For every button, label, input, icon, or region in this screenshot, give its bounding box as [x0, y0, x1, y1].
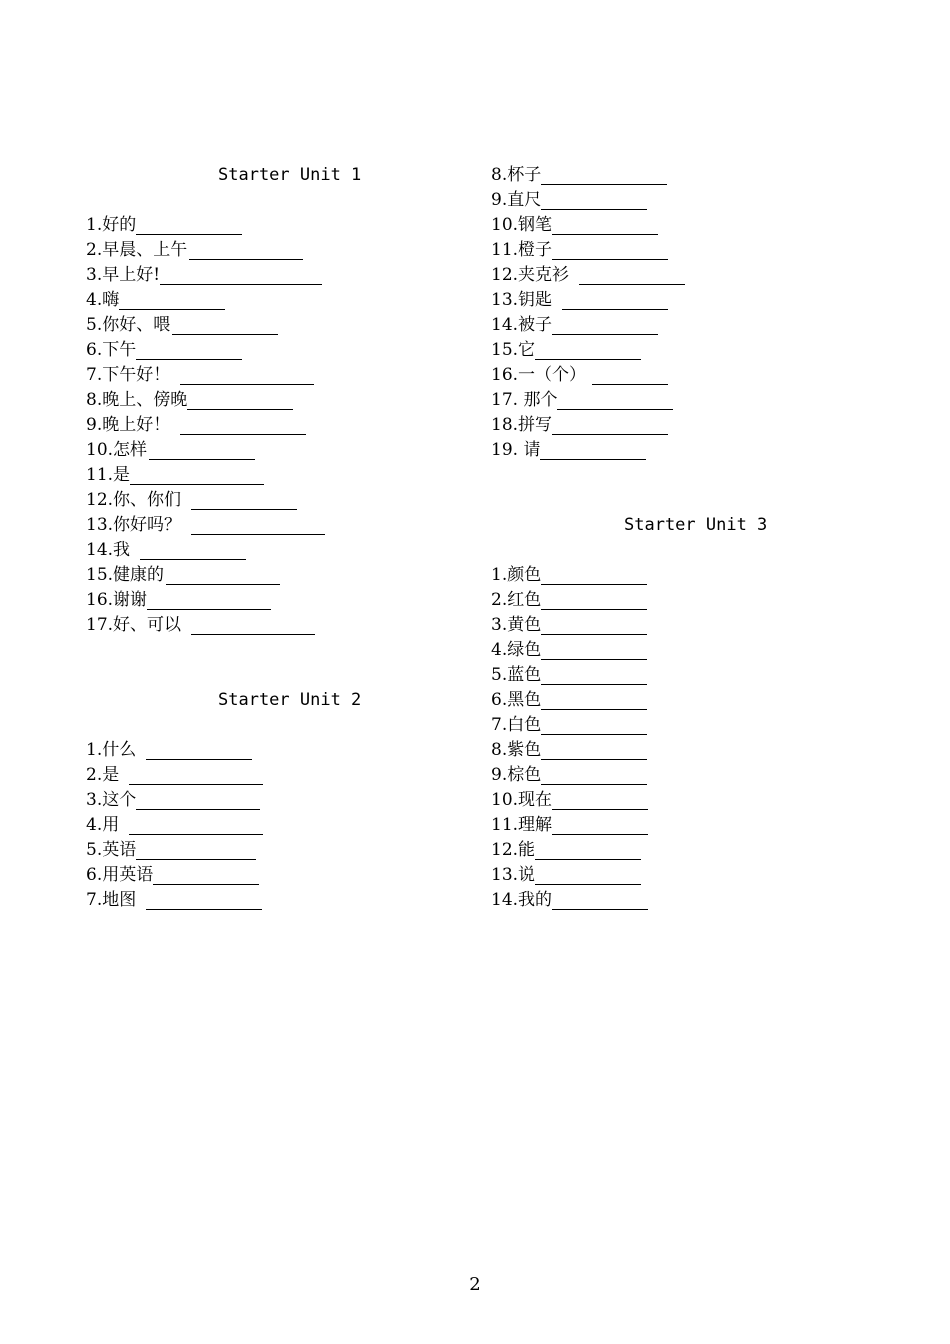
- answer-blank[interactable]: [552, 820, 648, 835]
- list-item: 11.是: [86, 463, 406, 488]
- answer-blank[interactable]: [552, 320, 658, 335]
- answer-blank[interactable]: [172, 320, 278, 335]
- answer-blank[interactable]: [191, 520, 325, 535]
- unit1-title: Starter Unit 1: [218, 165, 362, 185]
- answer-blank[interactable]: [153, 870, 259, 885]
- answer-blank[interactable]: [541, 720, 647, 735]
- answer-blank[interactable]: [191, 495, 297, 510]
- answer-blank[interactable]: [136, 345, 242, 360]
- list-item: 13.你好吗？: [86, 513, 406, 538]
- answer-blank[interactable]: [136, 795, 260, 810]
- list-item: 4.用: [86, 813, 406, 838]
- answer-blank[interactable]: [140, 545, 246, 560]
- answer-blank[interactable]: [541, 620, 647, 635]
- answer-blank[interactable]: [541, 670, 647, 685]
- list-item: 5.蓝色: [491, 663, 791, 688]
- answer-blank[interactable]: [189, 245, 303, 260]
- list-item: 4.绿色: [491, 638, 791, 663]
- list-item: 18.拼写: [491, 413, 791, 438]
- answer-blank[interactable]: [146, 895, 262, 910]
- answer-blank[interactable]: [557, 395, 673, 410]
- list-item: 11.理解: [491, 813, 791, 838]
- list-item: 7.下午好！: [86, 363, 406, 388]
- list-item: 2.早晨、上午: [86, 238, 406, 263]
- list-item: 3.这个: [86, 788, 406, 813]
- list-item: 19. 请: [491, 438, 791, 463]
- answer-blank[interactable]: [191, 620, 315, 635]
- answer-blank[interactable]: [136, 220, 242, 235]
- list-item: 6.黑色: [491, 688, 791, 713]
- list-item: 5.英语: [86, 838, 406, 863]
- answer-blank[interactable]: [119, 295, 225, 310]
- answer-blank[interactable]: [147, 595, 271, 610]
- right-column: [491, 163, 791, 913]
- answer-blank[interactable]: [129, 820, 263, 835]
- list-item: 14.我的: [491, 888, 791, 913]
- list-item: 7.白色: [491, 713, 791, 738]
- answer-blank[interactable]: [160, 270, 322, 285]
- answer-blank[interactable]: [130, 470, 264, 485]
- answer-blank[interactable]: [166, 570, 280, 585]
- answer-blank[interactable]: [535, 345, 641, 360]
- list-item: 8.紫色: [491, 738, 791, 763]
- list-item: 5.你好、喂: [86, 313, 406, 338]
- answer-blank[interactable]: [180, 420, 306, 435]
- list-item: 14.我: [86, 538, 406, 563]
- list-item: 9.棕色: [491, 763, 791, 788]
- left-column: [86, 163, 406, 913]
- list-item: 4.嗨: [86, 288, 406, 313]
- answer-blank[interactable]: [187, 395, 293, 410]
- answer-blank[interactable]: [552, 245, 668, 260]
- list-item: 17.好、可以: [86, 613, 406, 638]
- answer-blank[interactable]: [552, 220, 658, 235]
- answer-blank[interactable]: [541, 195, 647, 210]
- list-item: 11.橙子: [491, 238, 791, 263]
- unit2-title: Starter Unit 2: [218, 690, 362, 710]
- answer-blank[interactable]: [129, 770, 263, 785]
- list-item: 10.现在: [491, 788, 791, 813]
- list-item: 15.它: [491, 338, 791, 363]
- list-item: 6.用英语: [86, 863, 406, 888]
- answer-blank[interactable]: [541, 595, 647, 610]
- list-item: 7.地图: [86, 888, 406, 913]
- list-item: 13.钥匙: [491, 288, 791, 313]
- list-item: 12.夹克衫: [491, 263, 791, 288]
- list-item: 2.红色: [491, 588, 791, 613]
- list-item: 12.能: [491, 838, 791, 863]
- answer-blank[interactable]: [540, 445, 646, 460]
- list-item: 9.直尺: [491, 188, 791, 213]
- answer-blank[interactable]: [552, 420, 668, 435]
- list-item: 3.黄色: [491, 613, 791, 638]
- answer-blank[interactable]: [541, 645, 647, 660]
- list-item: 12.你、你们: [86, 488, 406, 513]
- answer-blank[interactable]: [562, 295, 668, 310]
- answer-blank[interactable]: [541, 170, 667, 185]
- answer-blank[interactable]: [535, 870, 641, 885]
- list-item: 8.杯子: [491, 163, 791, 188]
- list-item: 10.钢笔: [491, 213, 791, 238]
- list-item: 9.晚上好！: [86, 413, 406, 438]
- list-item: 14.被子: [491, 313, 791, 338]
- answer-blank[interactable]: [541, 695, 647, 710]
- answer-blank[interactable]: [180, 370, 314, 385]
- answer-blank[interactable]: [552, 795, 648, 810]
- list-item: 13.说: [491, 863, 791, 888]
- list-item: 6.下午: [86, 338, 406, 363]
- list-item: 2.是: [86, 763, 406, 788]
- answer-blank[interactable]: [541, 745, 647, 760]
- answer-blank[interactable]: [149, 445, 255, 460]
- answer-blank[interactable]: [146, 745, 252, 760]
- list-item: 1.什么: [86, 738, 406, 763]
- answer-blank[interactable]: [535, 845, 641, 860]
- list-item: 8.晚上、傍晚: [86, 388, 406, 413]
- list-item: 16.谢谢: [86, 588, 406, 613]
- list-item: 17. 那个: [491, 388, 791, 413]
- list-item: 10.怎样: [86, 438, 406, 463]
- unit3-title: Starter Unit 3: [624, 515, 768, 535]
- answer-blank[interactable]: [541, 770, 647, 785]
- list-item: 1.颜色: [491, 563, 791, 588]
- answer-blank[interactable]: [541, 570, 647, 585]
- answer-blank[interactable]: [579, 270, 685, 285]
- list-item: 3.早上好!: [86, 263, 406, 288]
- answer-blank[interactable]: [592, 370, 668, 385]
- list-item: 1.好的: [86, 213, 406, 238]
- answer-blank[interactable]: [552, 895, 648, 910]
- list-item: 16.一（个）: [491, 363, 791, 388]
- page-number: 2: [469, 1274, 481, 1295]
- answer-blank[interactable]: [136, 845, 256, 860]
- list-item: 15.健康的: [86, 563, 406, 588]
